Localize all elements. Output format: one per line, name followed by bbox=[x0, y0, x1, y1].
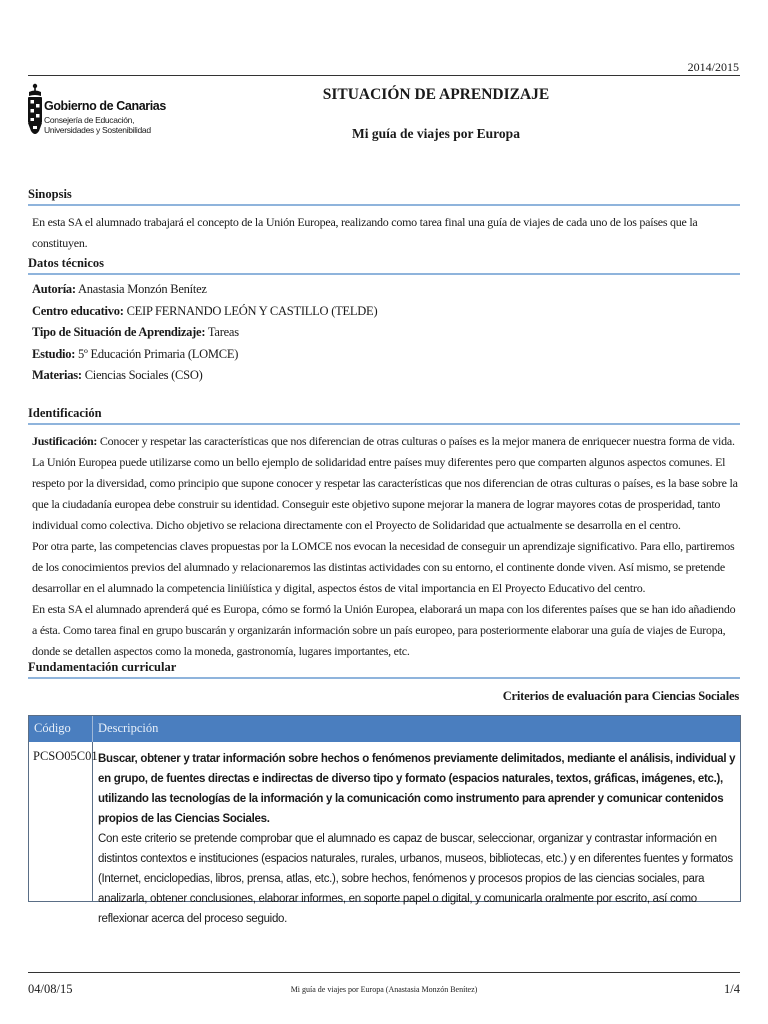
datos-value: Anastasia Monzón Benítez bbox=[75, 282, 207, 296]
footer-rule bbox=[28, 972, 740, 973]
datos-item-estudio bbox=[32, 344, 738, 366]
datos-label: Estudio: bbox=[32, 346, 76, 361]
datos-value: Ciencias Sociales (CSO) bbox=[81, 368, 203, 382]
datos-value: CEIP FERNANDO LEÓN Y CASTILLO (TELDE) bbox=[123, 303, 378, 318]
datos-item-materias bbox=[32, 365, 738, 387]
technical-data-list bbox=[32, 279, 738, 387]
document-subtitle: Mi guía de viajes por Europa bbox=[352, 126, 520, 141]
justificacion-paragraph-2: Por otra parte, las competencias claves propuestas por la LOMCE nos evocan la necesidad de conseguir un aprendizaje significativo. Para ello, partiremos de los conocimientos previos del alumnado y relacionaremos las distintas actividades con su entorno, el continente donde viven. Así mismo, se pretende desarrollar en el alumnado la competencia liniüística y digital, aspectos éstos de vital importancia en El Proyecto Educativo del centro. bbox=[32, 539, 735, 595]
justificacion-label: Justificación: bbox=[32, 434, 98, 448]
column-header-code: Código bbox=[29, 716, 93, 742]
column-header-description: Descripción bbox=[98, 721, 159, 735]
section-heading-datos-tecnicos: Datos técnicos bbox=[28, 256, 740, 275]
header-rule bbox=[28, 75, 740, 76]
school-year: 2014/2015 bbox=[687, 60, 739, 74]
document-title: SITUACIÓN DE APRENDIZAJE bbox=[322, 86, 550, 103]
criterios-title: Criterios de evaluación para Ciencias Sociales bbox=[502, 689, 739, 703]
logo-title: Gobierno de Canarias bbox=[44, 99, 166, 113]
criterion-explanation: Con este criterio se pretende comprobar que el alumnado es capaz de buscar, seleccionar, organizar y contrastar información en distintos contextos e instituciones (espacios naturales, rurales, urbanos, museos, bibliotecas, etc.) y en diferentes fuentes y formatos (Internet, enciclopedias, libros, prensa, atlas, etc.), sobre hechos, fenómenos y procesos propios de las ciencias sociales, para analizarla, obtener conclusiones, elaborar informes, en soporte papel o digital, y comunicarla oralmente por escrito, así como reflexionar acerca del proceso seguido. bbox=[98, 833, 733, 925]
table-header bbox=[29, 716, 740, 742]
datos-item-centro bbox=[32, 301, 738, 323]
justificacion-paragraph-1 bbox=[32, 431, 738, 536]
criterion-statement: Buscar, obtener y tratar información sobre hechos o fenómenos previamente delimitados, mediante el análisis, individual y en grupo, de fuentes directas e indirectas de diverso tipo y formato (espacios naturales, textos, gráficas, imágenes, etc.), utilizando las tecnologías de la información y la comunicación como instrumento para aprender y comunicar contenidos propios de las Ciencias Sociales. bbox=[98, 753, 736, 825]
footer-page-number: 1/4 bbox=[724, 982, 740, 996]
datos-label: Centro educativo: bbox=[32, 303, 124, 318]
footer-document-info: Mi guía de viajes por Europa (Anastasia Monzón Benítez) bbox=[290, 985, 478, 994]
section-heading-sinopsis: Sinopsis bbox=[28, 187, 740, 206]
criterion-code: PCSO05C01 bbox=[29, 742, 93, 901]
datos-label: Autoría: bbox=[32, 282, 76, 296]
identificacion-text bbox=[32, 431, 738, 662]
criterion-description bbox=[93, 742, 740, 925]
sinopsis-text: En esta SA el alumnado trabajará el concepto de la Unión Europea, realizando como tarea final una guía de viajes de cada uno de los países que la constituyen. bbox=[32, 215, 698, 250]
datos-label: Tipo de Situación de Aprendizaje: bbox=[32, 325, 206, 339]
datos-label: Materias: bbox=[32, 368, 82, 382]
datos-value: 5º Educación Primaria (LOMCE) bbox=[75, 346, 239, 361]
justificacion-paragraph-3: En esta SA el alumnado aprenderá qué es Europa, cómo se formó la Unión Europea, elaborará un mapa con los diferentes países que se han ido añadiendo a ésta. Como tarea final en grupo buscarán y organizarán información sobre un país europeo, para posteriormente elaborar una guía de viajes de Europa, donde se detallen aspectos como la moneda, gastronomía, lugares importantes, etc. bbox=[32, 602, 736, 658]
footer-date: 04/08/15 bbox=[28, 982, 73, 996]
section-heading-identificacion: Identificación bbox=[28, 406, 740, 425]
criteria-table bbox=[28, 715, 741, 925]
datos-item-tipo bbox=[32, 322, 738, 344]
table-row bbox=[29, 742, 740, 925]
logo-department-line2: Universidades y Sostenibilidad bbox=[44, 125, 151, 135]
datos-item-autoria bbox=[32, 279, 738, 301]
justificacion-text: Conocer y respetar las características que nos diferencian de otras culturas o países es la mejor manera de enriquecer nuestra forma de vida. La Unión Europea puede utilizarse como un bello ejemplo de solidaridad entre países muy diferentes pero que comparten algunos aspectos comunes. El respeto por la diversidad, como principio que supone conocer y respetar las características que nos diferencian de otras culturas o países, es la base sobre la que la ciudadanía europea debe construir su identidad. Conseguir este objetivo supone mejorar la manera de lograr mayores cotas de prosperidad, tanto individual como colectiva. Dicho objetivo se relaciona directamente con el Proyecto de Solidaridad que actualmente se desarrolla en el centro. bbox=[32, 434, 738, 532]
logo-department-line1: Consejería de Educación, bbox=[44, 115, 135, 125]
section-heading-fundamentacion: Fundamentación curricular bbox=[28, 660, 740, 679]
datos-value: Tareas bbox=[205, 325, 239, 339]
